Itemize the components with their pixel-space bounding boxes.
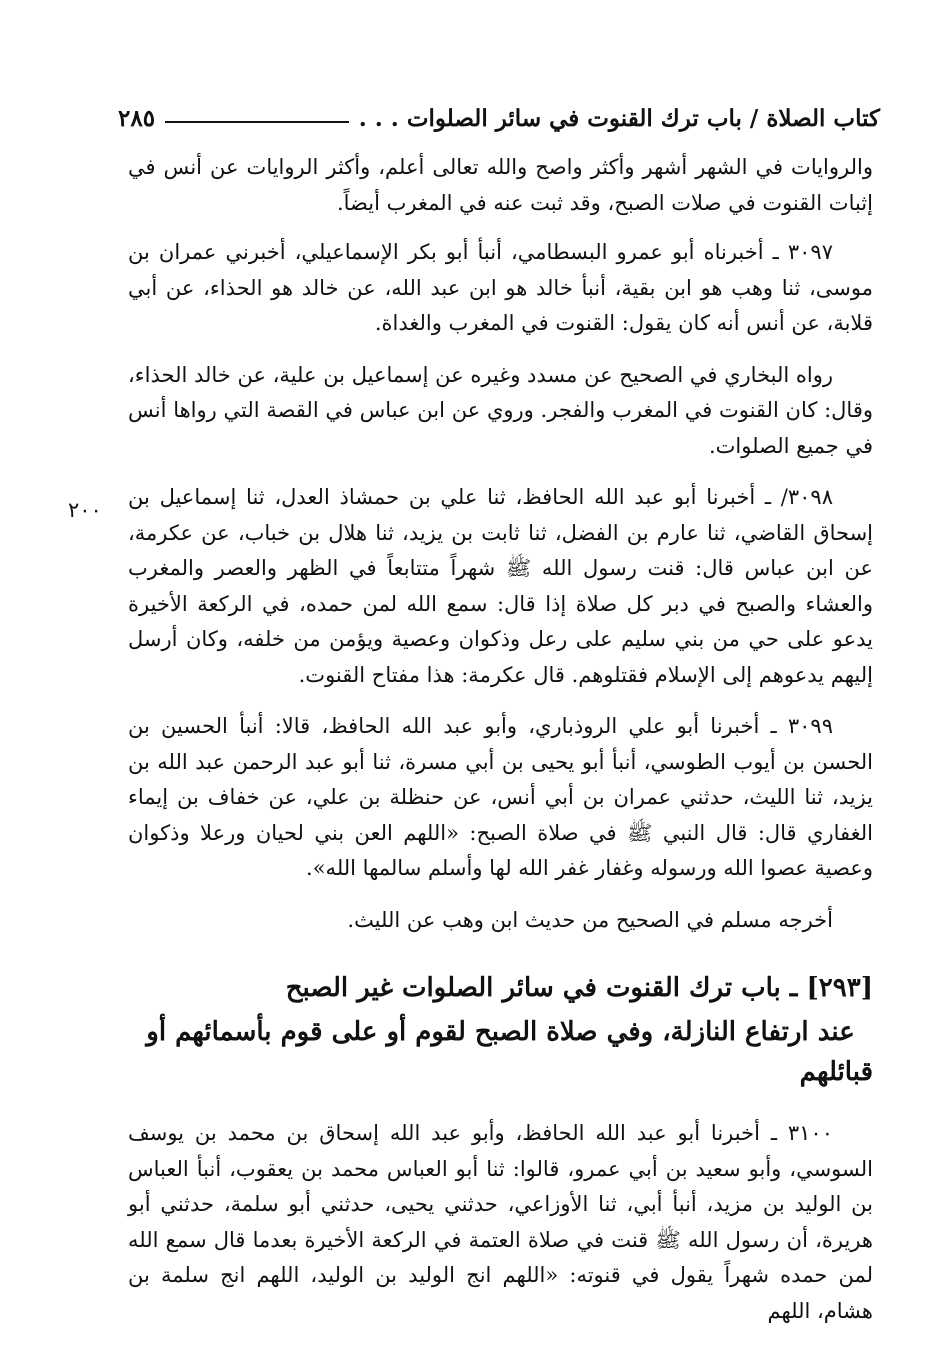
- paragraph-muslim: أخرجه مسلم في الصحيح من حديث ابن وهب عن الليث.: [347, 907, 833, 932]
- page-number: ٢٨٥: [118, 105, 156, 132]
- page-header: [118, 92, 880, 132]
- paragraph-intro: والروايات في الشهر أشهر وأكثر واصح والله تعالى أعلم، وأكثر الروايات عن أنس في إثبات القنوت في صلات الصبح، وقد ثبت عنه في المغرب أيضاً.: [128, 155, 873, 215]
- paragraph-bukhari: رواه البخاري في الصحيح عن مسدد وغيره عن إسماعيل بن علية، عن خالد الحذاء، وقال: كان القنوت في المغرب والفجر. وروي عن ابن عباس في القصة التي رواها أنس في جميع الصلوات.: [128, 362, 873, 458]
- main-text: [128, 150, 873, 1345]
- header-rule: [165, 121, 349, 123]
- hadith-3097: ٣٠٩٧ ـ أخبرناه أبو عمرو البسطامي، أنبأ أبو بكر الإسماعيلي، أخبرني عمران بن موسى، ثنا وهب هو ابن بقية، أنبأ خالد هو ابن عبد الله، عن خالد هو الحذاء، عن أبي قلابة، عن أنس أنه كان يقول: القنوت في المغرب والغداة.: [128, 240, 873, 335]
- hadith-3099: ٣٠٩٩ ـ أخبرنا أبو علي الروذباري، وأبو عبد الله الحافظ، قالا: أنبأ الحسين بن الحسن بن أيوب الطوسي، أنبأ أبو يحيى بن أبي مسرة، ثنا أبو عبد الرحمن عبد الله بن يزيد، ثنا الليث، حدثني عمران بن أبي أنس، عن حنظلة بن علي، عن خفاف بن إيماء الغفاري قال: قال النبي ﷺ في صلاة الصبح: «اللهم العن بني لحيان ورعلا وذكوان وعصية عصوا الله ورسوله وغفار غفر الله لها وأسلم سالمها الله».: [128, 714, 873, 880]
- chapter-heading: [٢٩٣] ـ باب ترك القنوت في سائر الصلوات غير الصبح: [285, 973, 873, 1003]
- margin-reference-number: ٢٠٠: [68, 498, 102, 522]
- chapter-subheading: عند ارتفاع النازلة، وفي صلاة الصبح لقوم أو على قوم بأسمائهم أو قبائلهم: [146, 1017, 873, 1087]
- hadith-3098: ٣٠٩٨/ ـ أخبرنا أبو عبد الله الحافظ، ثنا علي بن حمشاذ العدل، ثنا إسماعيل بن إسحاق القاضي، ثنا عارم بن الفضل، ثنا ثابت بن يزيد، ثنا هلال بن خباب، عن عكرمة، عن ابن عباس قال: قنت رسول الله ﷺ شهراً متتابعاً في الظهر والعصر والمغرب والعشاء والصبح في دبر كل صلاة إذا قال: سمع الله لمن حمده، في الركعة الأخيرة يدعو على حي من بني سليم على رعل وذكوان وعصية ويؤمن من خلفه، وكان أرسل إليهم يدعوهم إلى الإسلام فقتلوهم. قال عكرمة: هذا مفتاح القنوت.: [128, 485, 873, 687]
- running-title: كتاب الصلاة / باب ترك القنوت في سائر الصلوات . . .: [358, 105, 880, 132]
- hadith-3100: ٣١٠٠ ـ أخبرنا أبو عبد الله الحافظ، وأبو عبد الله إسحاق بن محمد بن يوسف السوسي، وأبو سعيد بن أبي عمرو، قالوا: ثنا أبو العباس محمد بن يعقوب، أنبأ العباس بن الوليد بن مزيد، أنبأ أبي، ثنا الأوزاعي، حدثني يحيى، حدثني أبو سلمة، حدثني أبو هريرة، أن رسول الله ﷺ قنت في صلاة العتمة في الركعة الأخيرة بعدما قال سمع الله لمن حمده شهراً يقول في قنوته: «اللهم انج الوليد بن الوليد، اللهم انج سلمة بن هشام، اللهم: [128, 1121, 874, 1323]
